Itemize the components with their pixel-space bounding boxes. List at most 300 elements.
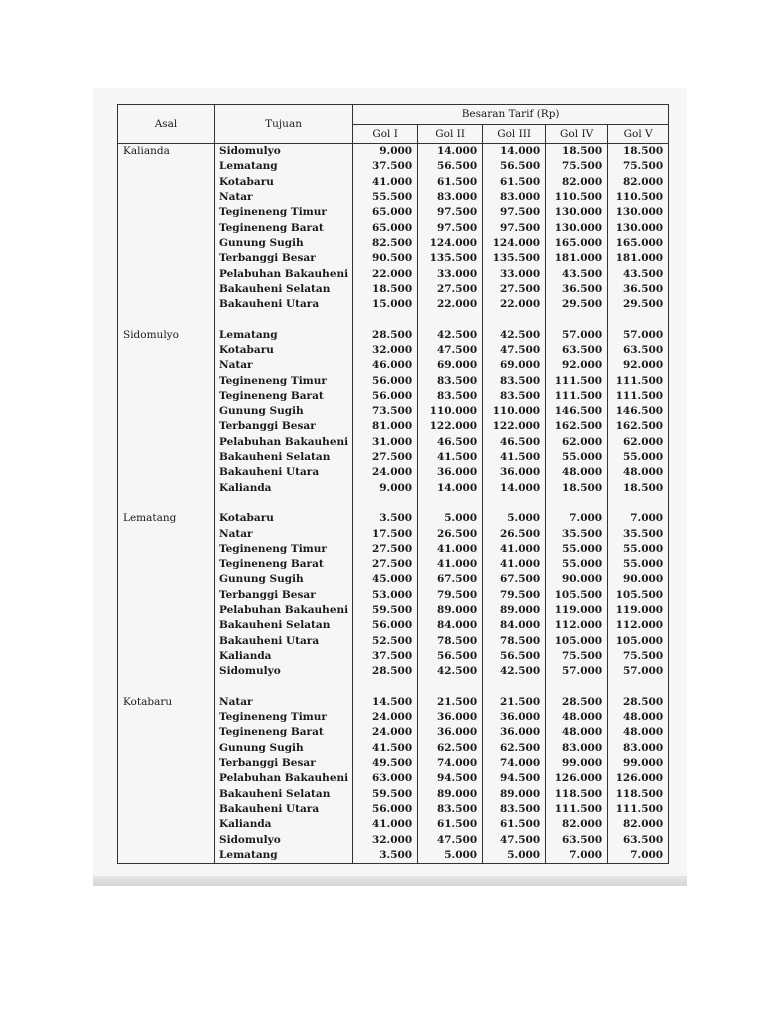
tarif-gol-4-cell: 119.000: [546, 603, 608, 618]
tujuan-cell: Bakauheni Selatan: [215, 618, 353, 633]
tarif-gol-4-cell: 82.000: [546, 817, 608, 832]
tarif-gol-4-cell: 146.500: [546, 404, 608, 419]
spacer-cell: [353, 679, 418, 694]
spacer-cell: [546, 679, 608, 694]
tarif-gol-2-cell: 14.000: [418, 481, 483, 496]
tarif-gol-5-cell: 130.000: [608, 220, 669, 235]
asal-cell-empty: [118, 159, 215, 174]
tarif-gol-3-cell: 14.000: [483, 481, 546, 496]
asal-cell-empty: [118, 389, 215, 404]
tarif-gol-1-cell: 90.500: [353, 251, 418, 266]
tarif-gol-5-cell: 48.000: [608, 465, 669, 480]
asal-cell-empty: [118, 175, 215, 190]
tarif-gol-5-cell: 111.500: [608, 802, 669, 817]
tarif-gol-4-cell: 111.500: [546, 373, 608, 388]
tarif-gol-3-cell: 124.000: [483, 236, 546, 251]
tarif-gol-1-cell: 56.000: [353, 618, 418, 633]
tarif-gol-3-cell: 5.000: [483, 511, 546, 526]
tarif-gol-4-cell: 111.500: [546, 802, 608, 817]
tarif-gol-5-cell: 111.500: [608, 373, 669, 388]
tujuan-cell: Natar: [215, 526, 353, 541]
tarif-gol-2-cell: 61.500: [418, 817, 483, 832]
tarif-gol-3-cell: 61.500: [483, 817, 546, 832]
tarif-gol-4-cell: 118.500: [546, 786, 608, 801]
tarif-gol-2-cell: 42.500: [418, 664, 483, 679]
tarif-gol-4-cell: 7.000: [546, 848, 608, 864]
tarif-gol-4-cell: 28.500: [546, 695, 608, 710]
tarif-gol-2-cell: 84.000: [418, 618, 483, 633]
tujuan-cell: Gunung Sugih: [215, 572, 353, 587]
table-row: [118, 588, 669, 603]
tarif-gol-1-cell: 49.500: [353, 756, 418, 771]
tarif-gol-3-cell: 79.500: [483, 588, 546, 603]
tarif-gol-2-cell: 124.000: [418, 236, 483, 251]
asal-cell-empty: [118, 557, 215, 572]
tarif-gol-3-cell: 67.500: [483, 572, 546, 587]
tarif-gol-2-cell: 62.500: [418, 741, 483, 756]
tarif-gol-4-cell: 18.500: [546, 144, 608, 160]
tujuan-cell: Lematang: [215, 159, 353, 174]
tarif-gol-5-cell: 55.000: [608, 450, 669, 465]
tarif-gol-4-cell: 126.000: [546, 771, 608, 786]
tarif-gol-1-cell: 28.500: [353, 328, 418, 343]
tarif-gol-2-cell: 83.500: [418, 802, 483, 817]
table-row: [118, 205, 669, 220]
tujuan-cell: Pelabuhan Bakauheni: [215, 771, 353, 786]
tujuan-cell: Natar: [215, 695, 353, 710]
tarif-gol-3-cell: 94.500: [483, 771, 546, 786]
tarif-gol-5-cell: 181.000: [608, 251, 669, 266]
table-row: [118, 649, 669, 664]
tujuan-cell: Lematang: [215, 848, 353, 864]
header-gol-1: Gol I: [353, 124, 418, 144]
tarif-gol-4-cell: 92.000: [546, 358, 608, 373]
tarif-gol-1-cell: 15.000: [353, 297, 418, 312]
tarif-gol-5-cell: 111.500: [608, 389, 669, 404]
tujuan-cell: Bakauheni Selatan: [215, 450, 353, 465]
tarif-gol-1-cell: 52.500: [353, 634, 418, 649]
asal-cell-empty: [118, 832, 215, 847]
tarif-gol-3-cell: 110.000: [483, 404, 546, 419]
asal-cell-empty: [118, 725, 215, 740]
spacer-cell: [215, 679, 353, 694]
tarif-gol-4-cell: 18.500: [546, 481, 608, 496]
table-row: [118, 542, 669, 557]
tarif-gol-4-cell: 36.500: [546, 282, 608, 297]
table-row: [118, 848, 669, 864]
table-row: [118, 450, 669, 465]
tarif-gol-3-cell: 78.500: [483, 634, 546, 649]
spacer-cell: [608, 312, 669, 327]
tarif-gol-1-cell: 9.000: [353, 144, 418, 160]
table-row: [118, 832, 669, 847]
table-row: [118, 251, 669, 266]
tujuan-cell: Tegineneng Timur: [215, 710, 353, 725]
tarif-gol-3-cell: 36.000: [483, 725, 546, 740]
tarif-gol-3-cell: 56.500: [483, 159, 546, 174]
tarif-gol-2-cell: 83.500: [418, 389, 483, 404]
tarif-gol-2-cell: 97.500: [418, 220, 483, 235]
tarif-gol-1-cell: 18.500: [353, 282, 418, 297]
tarif-gol-3-cell: 74.000: [483, 756, 546, 771]
asal-cell: Kalianda: [118, 144, 215, 160]
table-row: [118, 618, 669, 633]
tarif-gol-5-cell: 112.000: [608, 618, 669, 633]
tarif-gol-3-cell: 56.500: [483, 649, 546, 664]
tarif-gol-5-cell: 29.500: [608, 297, 669, 312]
tarif-gol-2-cell: 67.500: [418, 572, 483, 587]
tarif-gol-5-cell: 118.500: [608, 786, 669, 801]
tarif-gol-4-cell: 57.000: [546, 664, 608, 679]
tarif-gol-3-cell: 41.000: [483, 542, 546, 557]
tarif-gol-5-cell: 18.500: [608, 481, 669, 496]
tarif-gol-5-cell: 110.500: [608, 190, 669, 205]
tujuan-cell: Gunung Sugih: [215, 741, 353, 756]
header-gol-5: Gol V: [608, 124, 669, 144]
tariff-table-body: [118, 144, 669, 864]
tarif-gol-2-cell: 41.000: [418, 542, 483, 557]
tarif-gol-2-cell: 94.500: [418, 771, 483, 786]
spacer-cell: [353, 312, 418, 327]
tujuan-cell: Bakauheni Utara: [215, 465, 353, 480]
tarif-gol-4-cell: 75.500: [546, 159, 608, 174]
table-row: [118, 175, 669, 190]
tarif-gol-5-cell: 35.500: [608, 526, 669, 541]
tujuan-cell: Bakauheni Selatan: [215, 282, 353, 297]
table-row: [118, 572, 669, 587]
tujuan-cell: Lematang: [215, 328, 353, 343]
asal-cell-empty: [118, 771, 215, 786]
tarif-gol-5-cell: 119.000: [608, 603, 669, 618]
tarif-gol-2-cell: 47.500: [418, 343, 483, 358]
tarif-gol-3-cell: 41.000: [483, 557, 546, 572]
tujuan-cell: Gunung Sugih: [215, 404, 353, 419]
table-row: [118, 756, 669, 771]
tarif-gol-3-cell: 41.500: [483, 450, 546, 465]
asal-cell-empty: [118, 373, 215, 388]
asal-cell-empty: [118, 404, 215, 419]
tarif-gol-1-cell: 73.500: [353, 404, 418, 419]
asal-cell-empty: [118, 756, 215, 771]
asal-cell-empty: [118, 358, 215, 373]
asal-cell-empty: [118, 266, 215, 281]
tarif-gol-4-cell: 35.500: [546, 526, 608, 541]
tarif-gol-2-cell: 36.000: [418, 725, 483, 740]
tarif-gol-1-cell: 3.500: [353, 848, 418, 864]
table-row: [118, 266, 669, 281]
asal-cell-empty: [118, 542, 215, 557]
tarif-gol-2-cell: 42.500: [418, 328, 483, 343]
tarif-gol-3-cell: 89.000: [483, 603, 546, 618]
tujuan-cell: Gunung Sugih: [215, 236, 353, 251]
table-row: [118, 511, 669, 526]
asal-cell-empty: [118, 634, 215, 649]
tarif-gol-4-cell: 75.500: [546, 649, 608, 664]
tarif-gol-3-cell: 122.000: [483, 419, 546, 434]
table-row: [118, 725, 669, 740]
spacer-cell: [418, 496, 483, 511]
tarif-gol-3-cell: 83.500: [483, 389, 546, 404]
tujuan-cell: Kalianda: [215, 817, 353, 832]
tarif-gol-5-cell: 43.500: [608, 266, 669, 281]
group-spacer-row: [118, 679, 669, 694]
tujuan-cell: Kotabaru: [215, 175, 353, 190]
tarif-gol-2-cell: 14.000: [418, 144, 483, 160]
tarif-gol-2-cell: 61.500: [418, 175, 483, 190]
header-besaran-tarif: Besaran Tarif (Rp): [353, 105, 669, 125]
tujuan-cell: Bakauheni Selatan: [215, 786, 353, 801]
tarif-gol-2-cell: 83.000: [418, 190, 483, 205]
asal-cell-empty: [118, 664, 215, 679]
tarif-gol-5-cell: 28.500: [608, 695, 669, 710]
tarif-gol-5-cell: 130.000: [608, 205, 669, 220]
tarif-gol-4-cell: 63.500: [546, 343, 608, 358]
asal-cell-empty: [118, 618, 215, 633]
asal-cell-empty: [118, 572, 215, 587]
tarif-gol-5-cell: 105.500: [608, 588, 669, 603]
tarif-gol-1-cell: 59.500: [353, 786, 418, 801]
table-row: [118, 297, 669, 312]
tujuan-cell: Bakauheni Utara: [215, 634, 353, 649]
tarif-gol-4-cell: 105.500: [546, 588, 608, 603]
tarif-gol-2-cell: 36.000: [418, 710, 483, 725]
asal-cell-empty: [118, 297, 215, 312]
tarif-gol-2-cell: 122.000: [418, 419, 483, 434]
tarif-gol-5-cell: 57.000: [608, 664, 669, 679]
tarif-gol-4-cell: 130.000: [546, 205, 608, 220]
tarif-gol-4-cell: 63.500: [546, 832, 608, 847]
tarif-gol-2-cell: 78.500: [418, 634, 483, 649]
tarif-gol-2-cell: 21.500: [418, 695, 483, 710]
tarif-gol-2-cell: 74.000: [418, 756, 483, 771]
table-row: [118, 710, 669, 725]
tarif-gol-2-cell: 89.000: [418, 603, 483, 618]
table-row: [118, 481, 669, 496]
asal-cell: Lematang: [118, 511, 215, 526]
tarif-gol-4-cell: 110.500: [546, 190, 608, 205]
header-tujuan: Tujuan: [215, 105, 353, 144]
tarif-gol-1-cell: 37.500: [353, 649, 418, 664]
spacer-cell: [118, 496, 215, 511]
tarif-gol-5-cell: 62.000: [608, 435, 669, 450]
tarif-gol-5-cell: 75.500: [608, 159, 669, 174]
tarif-gol-5-cell: 63.500: [608, 343, 669, 358]
tarif-gol-3-cell: 46.500: [483, 435, 546, 450]
asal-cell-empty: [118, 236, 215, 251]
tarif-gol-1-cell: 55.500: [353, 190, 418, 205]
tarif-gol-3-cell: 33.000: [483, 266, 546, 281]
asal-cell-empty: [118, 190, 215, 205]
spacer-cell: [118, 312, 215, 327]
asal-cell-empty: [118, 481, 215, 496]
tarif-gol-1-cell: 41.000: [353, 817, 418, 832]
tarif-gol-3-cell: 97.500: [483, 220, 546, 235]
header-gol-2: Gol II: [418, 124, 483, 144]
tarif-gol-2-cell: 56.500: [418, 159, 483, 174]
tujuan-cell: Terbanggi Besar: [215, 419, 353, 434]
tarif-gol-5-cell: 36.500: [608, 282, 669, 297]
tarif-gol-2-cell: 69.000: [418, 358, 483, 373]
tarif-gol-1-cell: 45.000: [353, 572, 418, 587]
spacer-cell: [483, 679, 546, 694]
tarif-gol-4-cell: 29.500: [546, 297, 608, 312]
tarif-gol-5-cell: 75.500: [608, 649, 669, 664]
tarif-gol-2-cell: 33.000: [418, 266, 483, 281]
asal-cell-empty: [118, 450, 215, 465]
tarif-gol-3-cell: 27.500: [483, 282, 546, 297]
tarif-gol-1-cell: 27.500: [353, 557, 418, 572]
tarif-gol-1-cell: 59.500: [353, 603, 418, 618]
asal-cell-empty: [118, 710, 215, 725]
table-row: [118, 771, 669, 786]
tujuan-cell: Tegineneng Barat: [215, 725, 353, 740]
table-row: [118, 343, 669, 358]
tujuan-cell: Tegineneng Barat: [215, 220, 353, 235]
tarif-gol-4-cell: 82.000: [546, 175, 608, 190]
asal-cell-empty: [118, 526, 215, 541]
table-row: [118, 282, 669, 297]
tarif-gol-3-cell: 135.500: [483, 251, 546, 266]
tarif-gol-4-cell: 90.000: [546, 572, 608, 587]
table-row: [118, 190, 669, 205]
tarif-gol-5-cell: 99.000: [608, 756, 669, 771]
tarif-gol-4-cell: 111.500: [546, 389, 608, 404]
tujuan-cell: Terbanggi Besar: [215, 756, 353, 771]
tarif-gol-5-cell: 162.500: [608, 419, 669, 434]
tarif-gol-1-cell: 14.500: [353, 695, 418, 710]
asal-cell: Sidomulyo: [118, 328, 215, 343]
tujuan-cell: Pelabuhan Bakauheni: [215, 435, 353, 450]
tarif-gol-5-cell: 7.000: [608, 511, 669, 526]
tujuan-cell: Sidomulyo: [215, 664, 353, 679]
tarif-gol-2-cell: 97.500: [418, 205, 483, 220]
tarif-gol-5-cell: 82.000: [608, 175, 669, 190]
tarif-gol-5-cell: 63.500: [608, 832, 669, 847]
tarif-gol-1-cell: 46.000: [353, 358, 418, 373]
tarif-gol-5-cell: 18.500: [608, 144, 669, 160]
asal-cell-empty: [118, 649, 215, 664]
tarif-gol-3-cell: 36.000: [483, 465, 546, 480]
tarif-gol-2-cell: 110.000: [418, 404, 483, 419]
tarif-gol-2-cell: 56.500: [418, 649, 483, 664]
tarif-gol-2-cell: 135.500: [418, 251, 483, 266]
tujuan-cell: Pelabuhan Bakauheni: [215, 603, 353, 618]
spacer-cell: [483, 312, 546, 327]
tarif-gol-1-cell: 9.000: [353, 481, 418, 496]
tarif-gol-2-cell: 36.000: [418, 465, 483, 480]
spacer-cell: [118, 679, 215, 694]
table-row: [118, 419, 669, 434]
asal-cell-empty: [118, 588, 215, 603]
tarif-gol-3-cell: 97.500: [483, 205, 546, 220]
tarif-gol-4-cell: 57.000: [546, 328, 608, 343]
tarif-gol-2-cell: 79.500: [418, 588, 483, 603]
tarif-gol-4-cell: 130.000: [546, 220, 608, 235]
table-row: [118, 786, 669, 801]
tujuan-cell: Terbanggi Besar: [215, 251, 353, 266]
tarif-gol-1-cell: 56.000: [353, 373, 418, 388]
tarif-gol-3-cell: 42.500: [483, 328, 546, 343]
tarif-gol-3-cell: 84.000: [483, 618, 546, 633]
tarif-gol-2-cell: 22.000: [418, 297, 483, 312]
tarif-gol-4-cell: 48.000: [546, 710, 608, 725]
tujuan-cell: Tegineneng Barat: [215, 389, 353, 404]
tarif-gol-2-cell: 41.000: [418, 557, 483, 572]
asal-cell-empty: [118, 343, 215, 358]
tarif-gol-3-cell: 14.000: [483, 144, 546, 160]
tarif-gol-2-cell: 83.500: [418, 373, 483, 388]
asal-cell: Kotabaru: [118, 695, 215, 710]
table-row: [118, 465, 669, 480]
tujuan-cell: Natar: [215, 358, 353, 373]
tarif-gol-5-cell: 83.000: [608, 741, 669, 756]
tarif-gol-5-cell: 105.000: [608, 634, 669, 649]
tarif-gol-2-cell: 89.000: [418, 786, 483, 801]
tarif-gol-3-cell: 42.500: [483, 664, 546, 679]
tarif-gol-3-cell: 47.500: [483, 832, 546, 847]
tarif-gol-1-cell: 28.500: [353, 664, 418, 679]
spacer-cell: [215, 496, 353, 511]
tarif-gol-3-cell: 47.500: [483, 343, 546, 358]
tarif-gol-2-cell: 5.000: [418, 511, 483, 526]
tarif-gol-1-cell: 81.000: [353, 419, 418, 434]
table-row: [118, 159, 669, 174]
asal-cell-empty: [118, 251, 215, 266]
tarif-gol-3-cell: 89.000: [483, 786, 546, 801]
tarif-gol-5-cell: 57.000: [608, 328, 669, 343]
tarif-gol-5-cell: 90.000: [608, 572, 669, 587]
tarif-gol-1-cell: 82.500: [353, 236, 418, 251]
tarif-gol-3-cell: 36.000: [483, 710, 546, 725]
asal-cell-empty: [118, 817, 215, 832]
tarif-gol-1-cell: 65.000: [353, 220, 418, 235]
tarif-gol-4-cell: 62.000: [546, 435, 608, 450]
asal-cell-empty: [118, 741, 215, 756]
header-asal: Asal: [118, 105, 215, 144]
table-row: [118, 526, 669, 541]
table-row: [118, 389, 669, 404]
spacer-cell: [608, 496, 669, 511]
tarif-gol-3-cell: 22.000: [483, 297, 546, 312]
table-row: [118, 557, 669, 572]
asal-cell-empty: [118, 435, 215, 450]
tarif-gol-4-cell: 162.500: [546, 419, 608, 434]
tarif-gol-2-cell: 27.500: [418, 282, 483, 297]
table-row: [118, 220, 669, 235]
tujuan-cell: Kalianda: [215, 649, 353, 664]
tujuan-cell: Natar: [215, 190, 353, 205]
tarif-gol-5-cell: 55.000: [608, 557, 669, 572]
tarif-gol-3-cell: 61.500: [483, 175, 546, 190]
tujuan-cell: Kotabaru: [215, 511, 353, 526]
table-row: [118, 664, 669, 679]
tujuan-cell: Terbanggi Besar: [215, 588, 353, 603]
tujuan-cell: Bakauheni Utara: [215, 297, 353, 312]
table-row: [118, 373, 669, 388]
table-row: [118, 603, 669, 618]
spacer-cell: [418, 679, 483, 694]
asal-cell-empty: [118, 786, 215, 801]
tarif-gol-4-cell: 55.000: [546, 557, 608, 572]
table-row: [118, 328, 669, 343]
tarif-gol-1-cell: 56.000: [353, 802, 418, 817]
table-row: [118, 741, 669, 756]
tujuan-cell: Tegineneng Barat: [215, 557, 353, 572]
tarif-gol-5-cell: 92.000: [608, 358, 669, 373]
tarif-gol-5-cell: 82.000: [608, 817, 669, 832]
tarif-gol-5-cell: 146.500: [608, 404, 669, 419]
tarif-gol-4-cell: 165.000: [546, 236, 608, 251]
